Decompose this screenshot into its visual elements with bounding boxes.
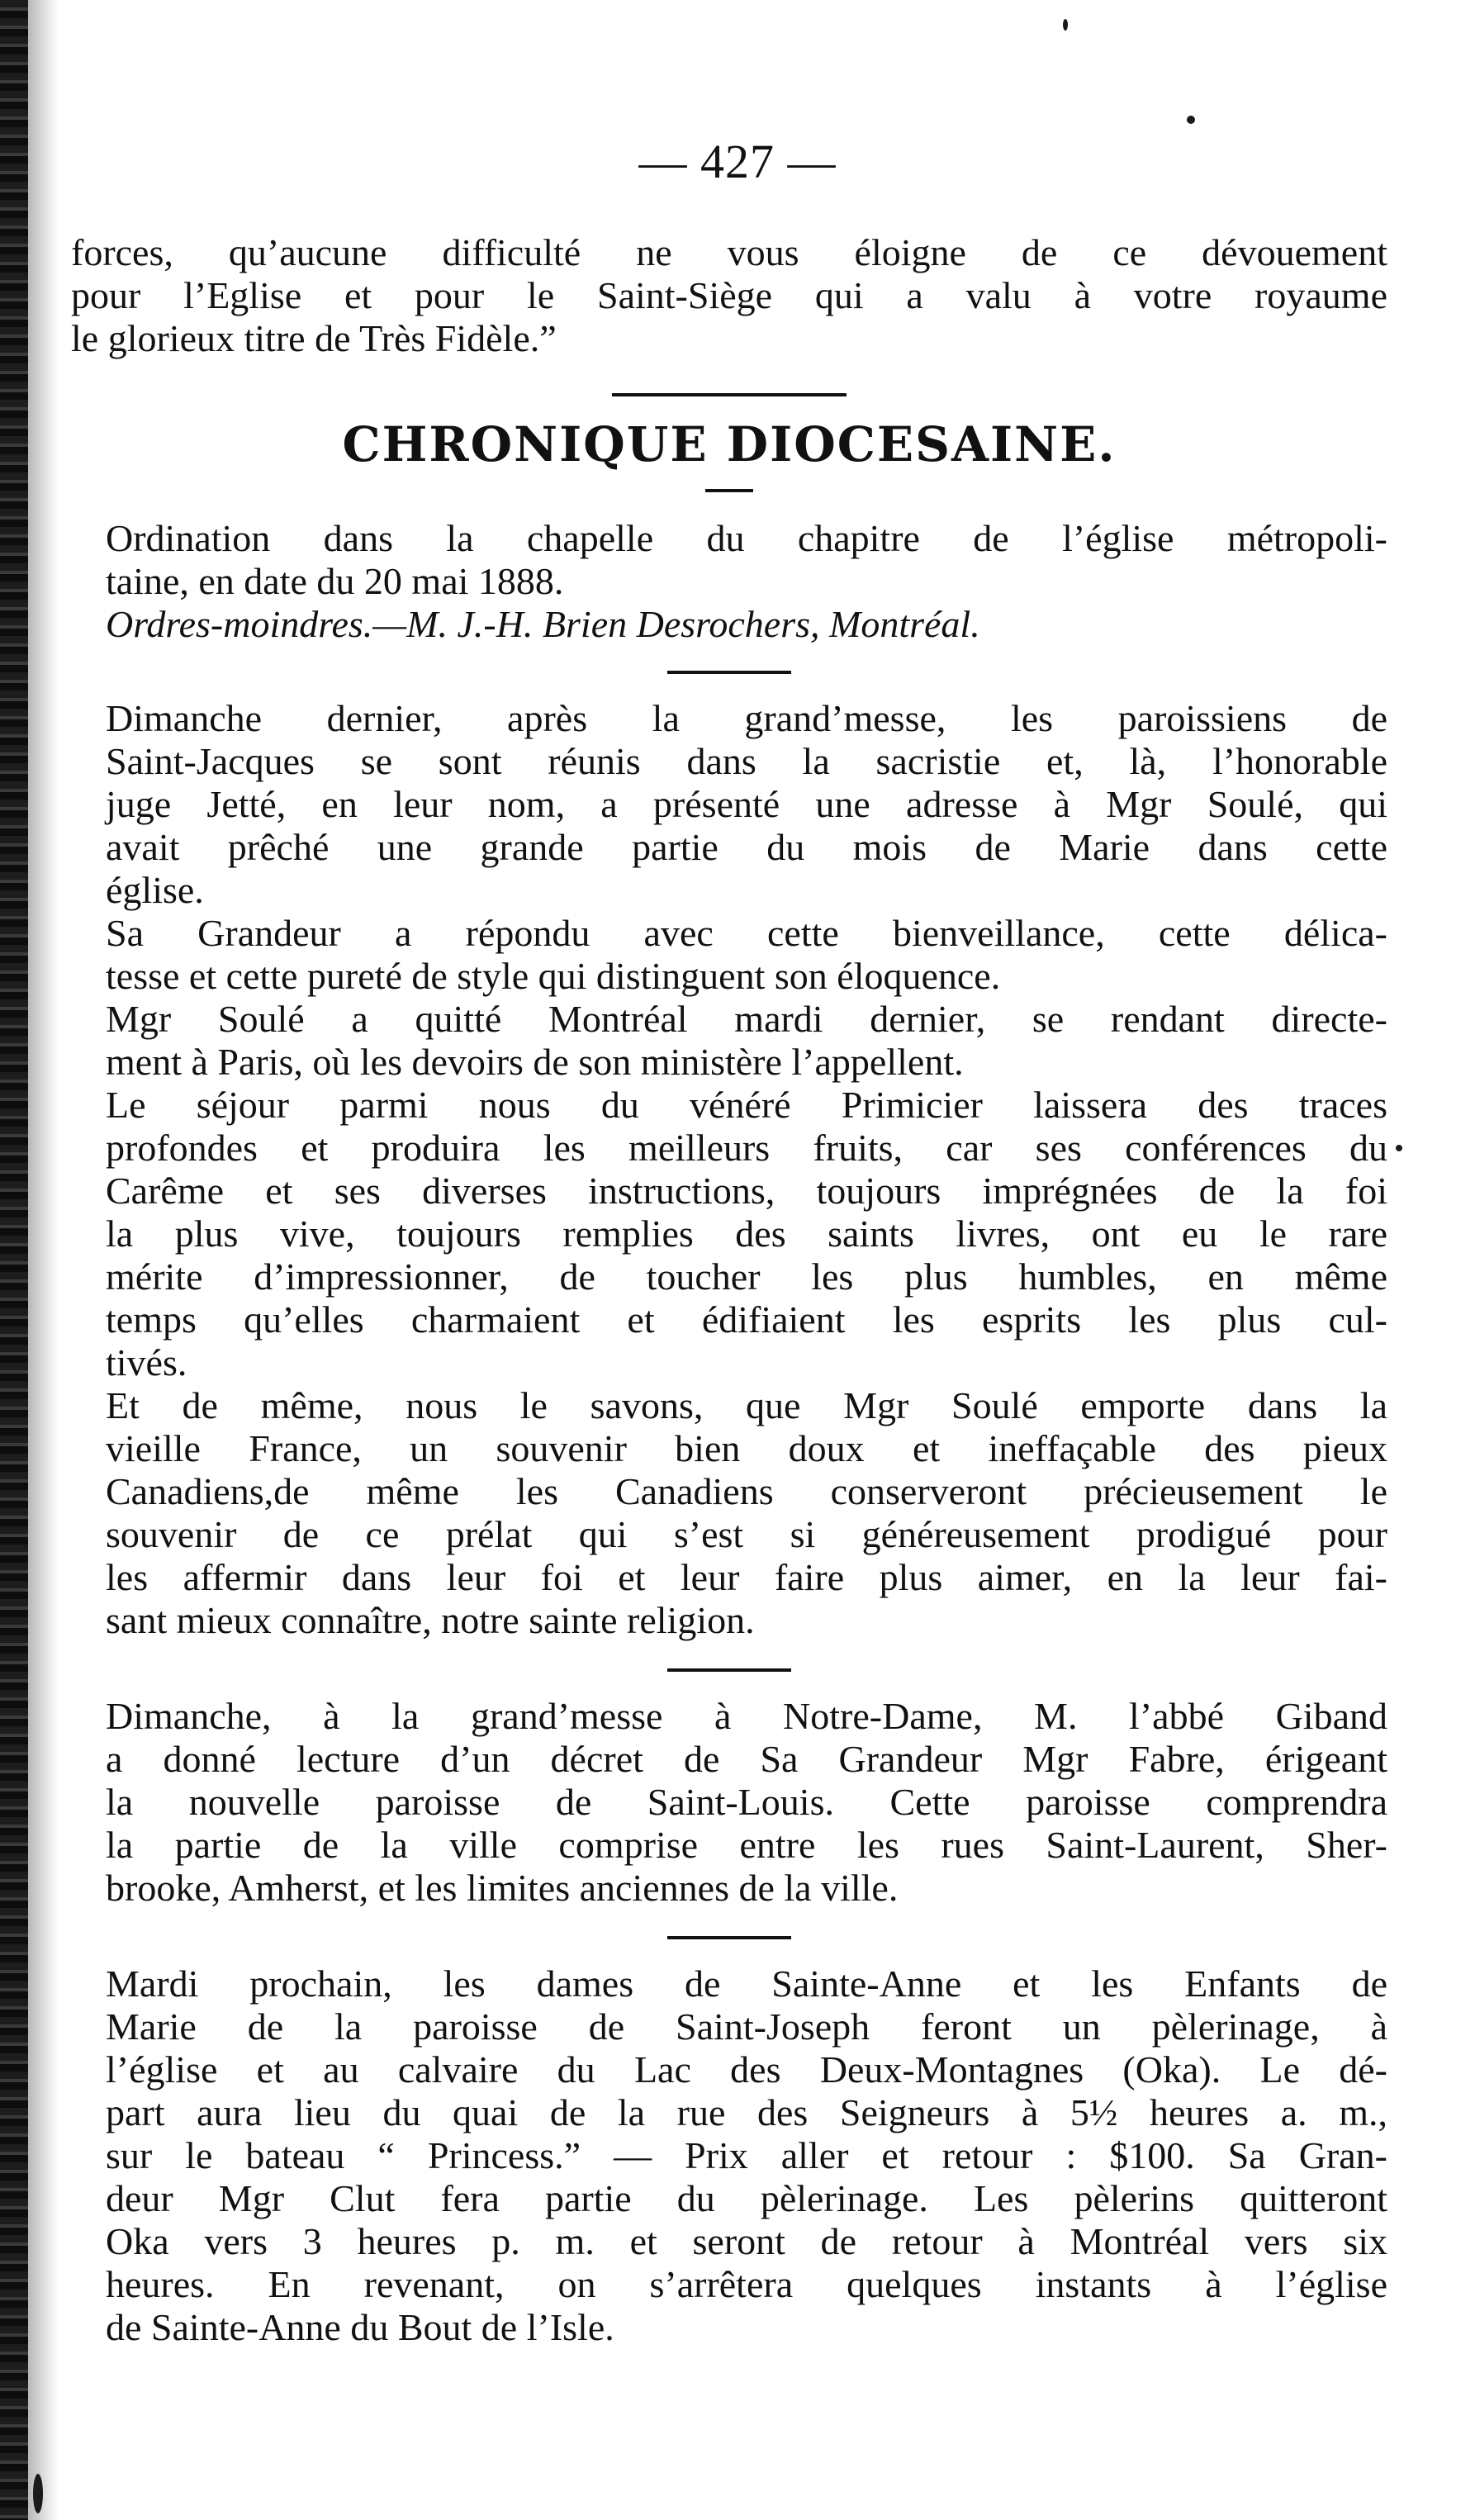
text-line: brooke, Amherst, et les limites anciennes de la ville. xyxy=(106,1867,899,1909)
text-line: de Sainte-Anne du Bout de l’Isle. xyxy=(106,2306,614,2348)
paragraph-7 xyxy=(71,1384,1387,1642)
paragraph-9 xyxy=(71,1962,1387,2349)
text-line: sur le bateau “ Princess.” — Prix aller et retour : $100. Sa Gran- xyxy=(106,2134,1387,2176)
separator-rule xyxy=(667,671,791,674)
text-line: tivés. xyxy=(106,1341,187,1383)
text-line: Mgr Soulé a quitté Montréal mardi dernier, se rendant directe- xyxy=(106,998,1387,1040)
scan-speck xyxy=(33,2474,43,2513)
text-line: le glorieux titre de Très Fidèle.” xyxy=(71,317,557,359)
text-line: taine, en date du 20 mai 1888. xyxy=(106,560,564,602)
text-line: souvenir de ce prélat qui s’est si généreusement prodigué pour xyxy=(106,1513,1387,1555)
scan-speck xyxy=(1396,1145,1402,1151)
page-number: — 427 — xyxy=(638,135,837,188)
text-line: Sa Grandeur a répondu avec cette bienveillance, cette délica- xyxy=(106,912,1387,954)
paragraph-1 xyxy=(71,231,1387,360)
paragraph-4 xyxy=(71,912,1387,998)
text-line: Saint-Jacques se sont réunis dans la sacristie et, là, l’honorable xyxy=(106,740,1387,782)
text-line: mérite d’impressionner, de toucher les plus humbles, en même xyxy=(106,1255,1387,1298)
paragraph-3 xyxy=(71,697,1387,912)
text-line: Ordination dans la chapelle du chapitre de l’église métropoli- xyxy=(106,517,1387,559)
text-line: pour l’Eglise et pour le Saint-Siège qui a valu à votre royaume xyxy=(71,274,1387,316)
separator-rule xyxy=(667,1668,791,1672)
text-line: temps qu’elles charmaient et édifiaient les esprits les plus cul- xyxy=(106,1298,1387,1341)
text-line: Marie de la paroisse de Saint-Joseph feront un pèlerinage, à xyxy=(106,2005,1387,2048)
text-line: Canadiens,de même les Canadiens conserveront précieusement le xyxy=(106,1470,1387,1512)
separator-rule xyxy=(667,1936,791,1939)
text-line: sant mieux connaître, notre sainte religion. xyxy=(106,1599,755,1641)
text-line: part aura lieu du quai de la rue des Seigneurs à 5½ heures a. m., xyxy=(106,2091,1387,2133)
text-line: Mardi prochain, les dames de Sainte-Anne et les Enfants de xyxy=(106,1962,1387,2005)
paragraph-5 xyxy=(71,998,1387,1084)
text-line: Dimanche dernier, après la grand’messe, les paroissiens de xyxy=(106,697,1387,739)
section-heading: CHRONIQUE DIOCESAINE. xyxy=(342,416,1117,472)
text-line: la partie de la ville comprise entre les rues Saint-Laurent, Sher- xyxy=(106,1824,1387,1866)
text-line: la nouvelle paroisse de Saint-Louis. Cette paroisse comprendra xyxy=(106,1781,1387,1823)
text-line: l’église et au calvaire du Lac des Deux-Montagnes (Oka). Le dé- xyxy=(106,2048,1387,2091)
text-line: a donné lecture d’un décret de Sa Grandeur Mgr Fabre, érigeant xyxy=(106,1738,1387,1780)
text-line: vieille France, un souvenir bien doux et ineffaçable des pieux xyxy=(106,1427,1387,1469)
page-content xyxy=(71,231,1387,2349)
text-line: Oka vers 3 heures p. m. et seront de retour à Montréal vers six xyxy=(106,2220,1387,2262)
text-line: Ordres-moindres.—M. J.-H. Brien Desrochers, Montréal. xyxy=(106,603,980,645)
paragraph-2 xyxy=(71,517,1387,646)
text-line: ment à Paris, où les devoirs de son ministère l’appellent. xyxy=(106,1041,964,1083)
text-line: Carême et ses diverses instructions, toujours imprégnées de la foi xyxy=(106,1170,1387,1212)
text-line: Et de même, nous le savons, que Mgr Soulé emporte dans la xyxy=(106,1384,1387,1426)
paragraph-6 xyxy=(71,1084,1387,1384)
page-edge-shadow xyxy=(28,0,58,2520)
scan-speck xyxy=(1063,19,1068,31)
text-line: la plus vive, toujours remplies des saints livres, ont eu le rare xyxy=(106,1213,1387,1255)
separator-rule xyxy=(705,489,753,492)
text-line: juge Jetté, en leur nom, a présenté une adresse à Mgr Soulé, qui xyxy=(106,783,1387,825)
text-line: tesse et cette pureté de style qui distinguent son éloquence. xyxy=(106,955,1001,997)
text-line: heures. En revenant, on s’arrêtera quelques instants à l’église xyxy=(106,2263,1387,2305)
separator-rule xyxy=(612,393,847,396)
paragraph-8 xyxy=(71,1695,1387,1910)
text-line: avait prêché une grande partie du mois de Marie dans cette xyxy=(106,826,1387,868)
page-left-margin xyxy=(0,0,28,2520)
text-line: profondes et produira les meilleurs fruits, car ses conférences du xyxy=(106,1127,1387,1169)
scan-speck xyxy=(1187,116,1195,124)
text-line: forces, qu’aucune difficulté ne vous éloigne de ce dévouement xyxy=(71,231,1387,273)
text-line: Dimanche, à la grand’messe à Notre-Dame, M. l’abbé Giband xyxy=(106,1695,1387,1737)
text-line: les affermir dans leur foi et leur faire plus aimer, en la leur fai- xyxy=(106,1556,1387,1598)
text-line: église. xyxy=(106,869,204,911)
text-line: Le séjour parmi nous du vénéré Primicier laissera des traces xyxy=(106,1084,1387,1126)
text-line: deur Mgr Clut fera partie du pèlerinage. Les pèlerins quitteront xyxy=(106,2177,1387,2219)
